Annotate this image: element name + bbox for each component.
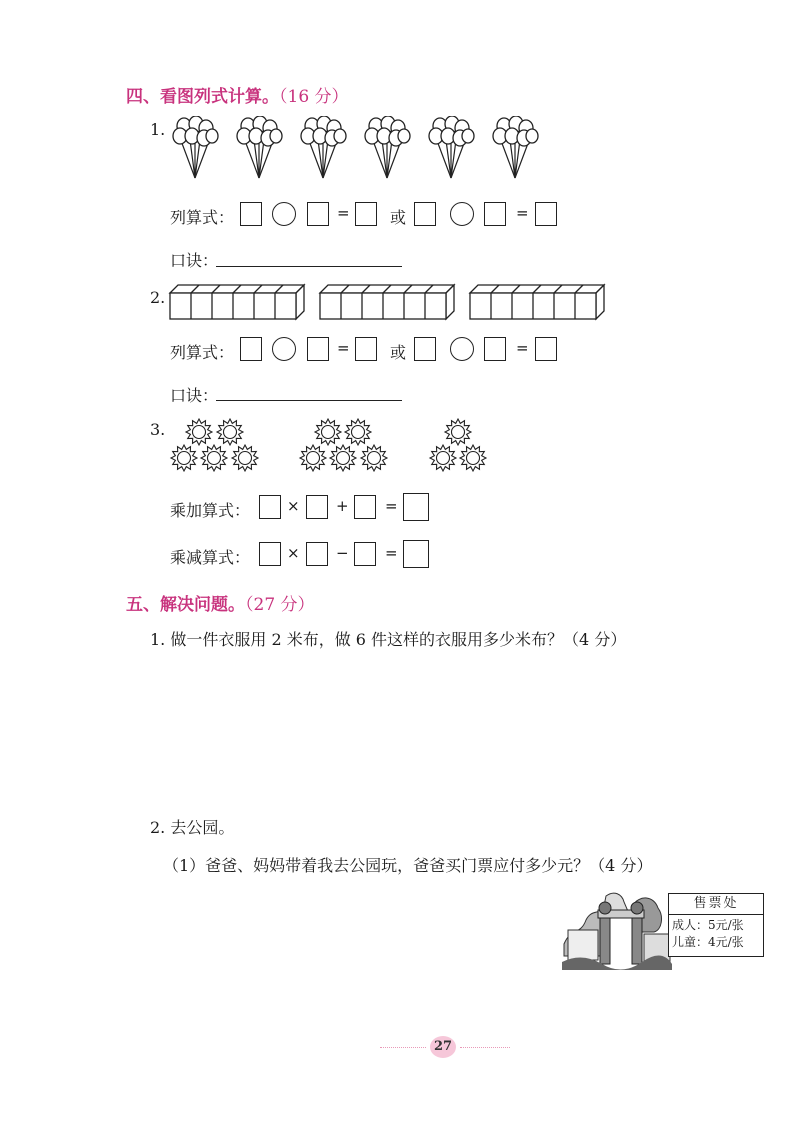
answer-box[interactable] bbox=[414, 337, 436, 361]
question-1-number: 1. bbox=[150, 120, 166, 139]
cube-rows-illustration bbox=[168, 282, 608, 322]
equals-sign: = bbox=[385, 544, 398, 562]
equals-sign: = bbox=[337, 339, 350, 357]
problem-2-text: 2. 去公园。 bbox=[150, 818, 235, 837]
footer-dotted-line-right bbox=[460, 1047, 510, 1048]
sun bbox=[315, 419, 341, 445]
formula-label: 列算式： bbox=[170, 208, 235, 227]
times-sign: × bbox=[287, 544, 300, 562]
sun bbox=[186, 419, 212, 445]
operator-circle[interactable] bbox=[272, 202, 296, 226]
balloon-bunch bbox=[173, 116, 218, 178]
problem-2-1-text: （1）爸爸、妈妈带着我去公园玩，爸爸买门票应付多少元？（4 分） bbox=[163, 856, 653, 875]
operator-circle[interactable] bbox=[450, 337, 474, 361]
child-price: 儿童：4元/张 bbox=[672, 935, 744, 949]
answer-box[interactable] bbox=[306, 542, 328, 566]
mul-add-label: 乘加算式： bbox=[170, 501, 251, 520]
equals-sign: = bbox=[516, 204, 529, 222]
sun bbox=[232, 445, 258, 471]
balloon-bunch bbox=[365, 116, 410, 178]
answer-box[interactable] bbox=[403, 540, 429, 568]
balloons-illustration bbox=[170, 116, 550, 186]
balloon-bunch bbox=[301, 116, 346, 178]
answer-box[interactable] bbox=[354, 495, 376, 519]
balloon-bunch bbox=[429, 116, 474, 178]
section-4-title: 四、看图列式计算。（16 分） bbox=[126, 87, 349, 107]
cube-row bbox=[170, 285, 304, 319]
answer-box[interactable] bbox=[535, 202, 557, 226]
equals-sign: = bbox=[516, 339, 529, 357]
question-2-number: 2. bbox=[150, 288, 166, 307]
sun bbox=[201, 445, 227, 471]
equals-sign: = bbox=[337, 204, 350, 222]
section-5-title: 五、解决问题。（27 分） bbox=[126, 595, 315, 615]
answer-box[interactable] bbox=[354, 542, 376, 566]
question-3-number: 3. bbox=[150, 420, 166, 439]
ticket-price-sign bbox=[668, 893, 764, 957]
park-gate-illustration bbox=[562, 886, 672, 970]
cube-row bbox=[470, 285, 604, 319]
suns-illustration bbox=[168, 412, 498, 476]
sun bbox=[430, 445, 456, 471]
rhyme-answer-line[interactable] bbox=[216, 266, 402, 267]
sun bbox=[361, 445, 387, 471]
balloon-bunch bbox=[493, 116, 538, 178]
page-number: 27 bbox=[430, 1036, 456, 1058]
plus-sign: + bbox=[336, 497, 349, 515]
rhyme-answer-line[interactable] bbox=[216, 400, 402, 401]
mul-sub-label: 乘减算式： bbox=[170, 548, 251, 567]
problem-1-text: 1. 做一件衣服用 2 米布，做 6 件这样的衣服用多少米布？（4 分） bbox=[150, 630, 627, 649]
answer-box[interactable] bbox=[306, 495, 328, 519]
answer-box[interactable] bbox=[484, 337, 506, 361]
sun bbox=[330, 445, 356, 471]
answer-box[interactable] bbox=[307, 337, 329, 361]
sun bbox=[171, 445, 197, 471]
answer-box[interactable] bbox=[259, 495, 281, 519]
sun bbox=[345, 419, 371, 445]
answer-box[interactable] bbox=[414, 202, 436, 226]
answer-box[interactable] bbox=[403, 493, 429, 521]
answer-box[interactable] bbox=[484, 202, 506, 226]
footer-dotted-line-left bbox=[380, 1047, 426, 1048]
adult-price: 成人：5元/张 bbox=[672, 918, 744, 932]
answer-box[interactable] bbox=[355, 337, 377, 361]
answer-box[interactable] bbox=[240, 337, 262, 361]
answer-box[interactable] bbox=[259, 542, 281, 566]
times-sign: × bbox=[287, 497, 300, 515]
minus-sign: − bbox=[336, 544, 349, 562]
sun bbox=[445, 419, 471, 445]
answer-box[interactable] bbox=[535, 337, 557, 361]
or-text: 或 bbox=[390, 208, 407, 227]
or-text: 或 bbox=[390, 343, 407, 362]
answer-box[interactable] bbox=[355, 202, 377, 226]
balloon-bunch bbox=[237, 116, 282, 178]
operator-circle[interactable] bbox=[272, 337, 296, 361]
equals-sign: = bbox=[385, 497, 398, 515]
rhyme-label: 口诀： bbox=[170, 386, 219, 405]
answer-box[interactable] bbox=[240, 202, 262, 226]
cube-row bbox=[320, 285, 454, 319]
sun bbox=[300, 445, 326, 471]
sun bbox=[460, 445, 486, 471]
sun bbox=[217, 419, 243, 445]
operator-circle[interactable] bbox=[450, 202, 474, 226]
rhyme-label: 口诀： bbox=[170, 251, 219, 270]
ticket-sign-title: 售票处 bbox=[669, 894, 763, 915]
answer-box[interactable] bbox=[307, 202, 329, 226]
formula-label: 列算式： bbox=[170, 343, 235, 362]
